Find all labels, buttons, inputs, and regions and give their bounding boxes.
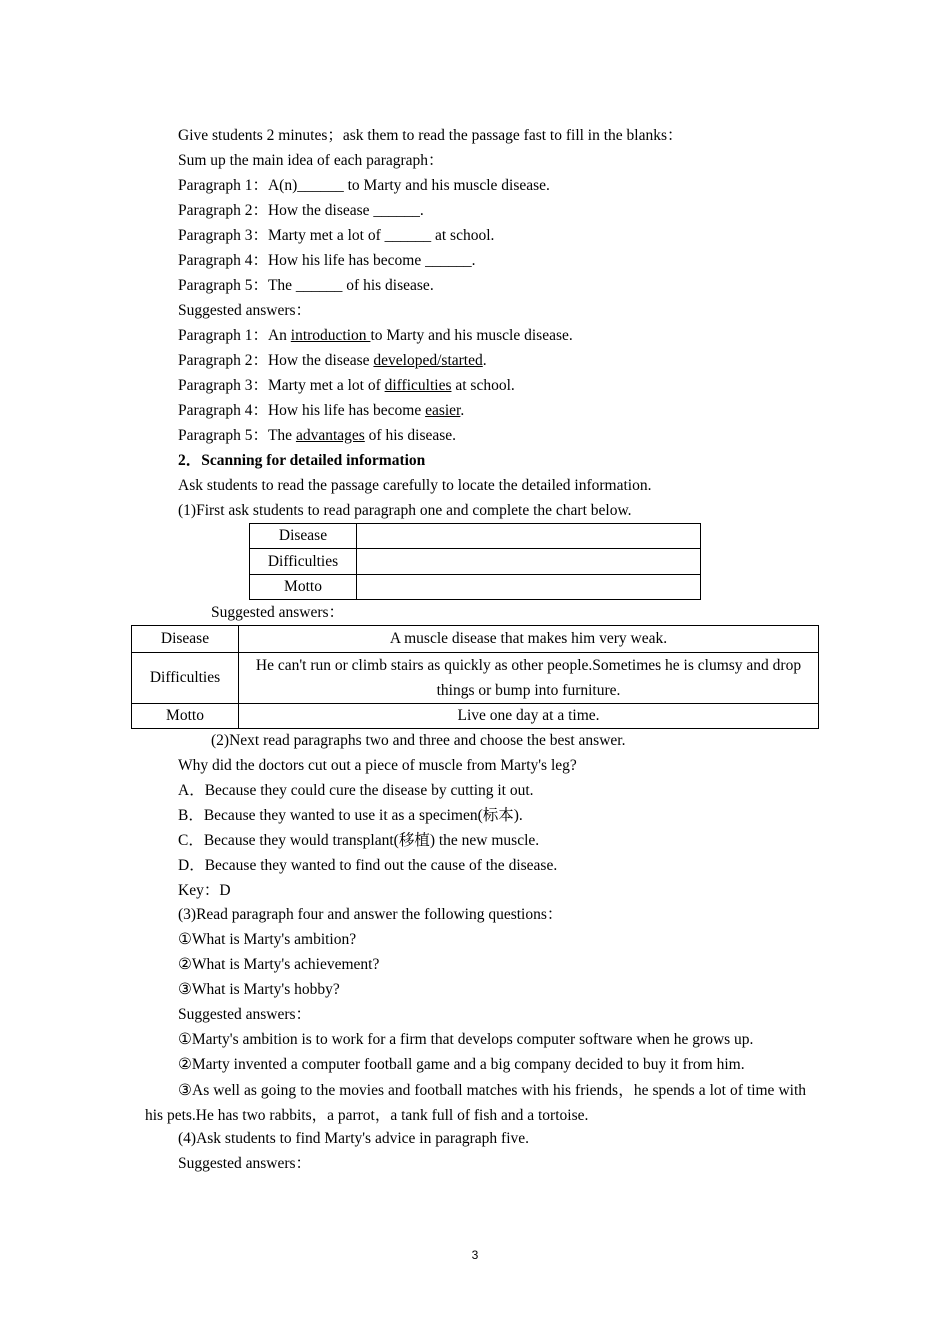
task-4-title: (4)Ask students to find Marty's advice in paragraph five.: [178, 1130, 530, 1147]
answer-1: Paragraph 1：An introduction to Marty and his muscle disease.: [178, 327, 573, 344]
chart-label: Motto: [132, 704, 239, 729]
suggested-answers-label: Suggested answers：: [178, 302, 312, 319]
suggested-answers-label: Suggested answers：: [178, 1155, 312, 1172]
task-3-answer-3: ③As well as going to the movies and football matches with his friends，he spends a lot of time with his pets.He has two rabbits，a parrot，a tank full of fish and a tortoise.: [145, 1082, 806, 1124]
chart-label: Difficulties: [132, 653, 239, 704]
chart-value: Live one day at a time.: [239, 704, 819, 729]
chart-label: Disease: [132, 626, 239, 653]
chart-empty-cell: [357, 575, 701, 600]
task-3-answer-1: ①Marty's ambition is to work for a firm that develops computer software when he grows up.: [178, 1031, 754, 1048]
answer-chart: [131, 625, 819, 729]
task-3-title: (3)Read paragraph four and answer the following questions：: [178, 906, 563, 923]
section-heading: 2．Scanning for detailed information: [178, 452, 426, 469]
chart-label: Difficulties: [250, 549, 357, 575]
instruction-line: Give students 2 minutes；ask them to read the passage fast to fill in the blanks：: [178, 127, 683, 144]
chart-label: Disease: [250, 524, 357, 549]
section-intro: Ask students to read the passage carefully to locate the detailed information.: [178, 477, 652, 494]
suggested-answers-label: Suggested answers：: [211, 604, 345, 621]
answer-2: Paragraph 2：How the disease developed/started.: [178, 352, 487, 369]
task-2-title: (2)Next read paragraphs two and three and choose the best answer.: [211, 732, 626, 749]
paragraph-blank-2: Paragraph 2：How the disease ______.: [178, 202, 424, 219]
answer-4: Paragraph 4：How his life has become easier.: [178, 402, 465, 419]
chart-label: Motto: [250, 575, 357, 600]
task-3-question-2: ②What is Marty's achievement?: [178, 956, 380, 973]
answer-5: Paragraph 5：The advantages of his disease.: [178, 427, 457, 444]
paragraph-blank-3: Paragraph 3：Marty met a lot of ______ at school.: [178, 227, 495, 244]
page-number: 3: [471, 1248, 479, 1262]
option-b: B．Because they wanted to use it as a specimen(标本).: [178, 807, 523, 824]
option-d: D．Because they wanted to find out the cause of the disease.: [178, 857, 558, 874]
paragraph-blank-1: Paragraph 1：A(n)______ to Marty and his muscle disease.: [178, 177, 550, 194]
task-3-answer-2: ②Marty invented a computer football game and a big company decided to buy it from him.: [178, 1056, 745, 1073]
chart-value: He can't run or climb stairs as quickly as other people.Sometimes he is clumsy and drop things or bump into furniture.: [239, 653, 819, 704]
paragraph-blank-5: Paragraph 5：The ______ of his disease.: [178, 277, 434, 294]
blank-chart: [249, 523, 701, 600]
task-1-title: (1)First ask students to read paragraph one and complete the chart below.: [178, 502, 632, 519]
suggested-answers-label: Suggested answers：: [178, 1006, 312, 1023]
answer-3: Paragraph 3：Marty met a lot of difficulties at school.: [178, 377, 515, 394]
task-3-question-3: ③What is Marty's hobby?: [178, 981, 340, 998]
option-a: A．Because they could cure the disease by cutting it out.: [178, 782, 534, 799]
chart-empty-cell: [357, 524, 701, 549]
answer-key: Key：D: [178, 882, 231, 899]
task-2-question: Why did the doctors cut out a piece of muscle from Marty's leg?: [178, 757, 577, 774]
paragraph-blank-4: Paragraph 4：How his life has become ______.: [178, 252, 476, 269]
instruction-line: Sum up the main idea of each paragraph：: [178, 152, 444, 169]
chart-empty-cell: [357, 549, 701, 575]
task-3-question-1: ①What is Marty's ambition?: [178, 931, 357, 948]
option-c: C．Because they would transplant(移植) the new muscle.: [178, 832, 540, 849]
chart-value: A muscle disease that makes him very weak.: [239, 626, 819, 653]
